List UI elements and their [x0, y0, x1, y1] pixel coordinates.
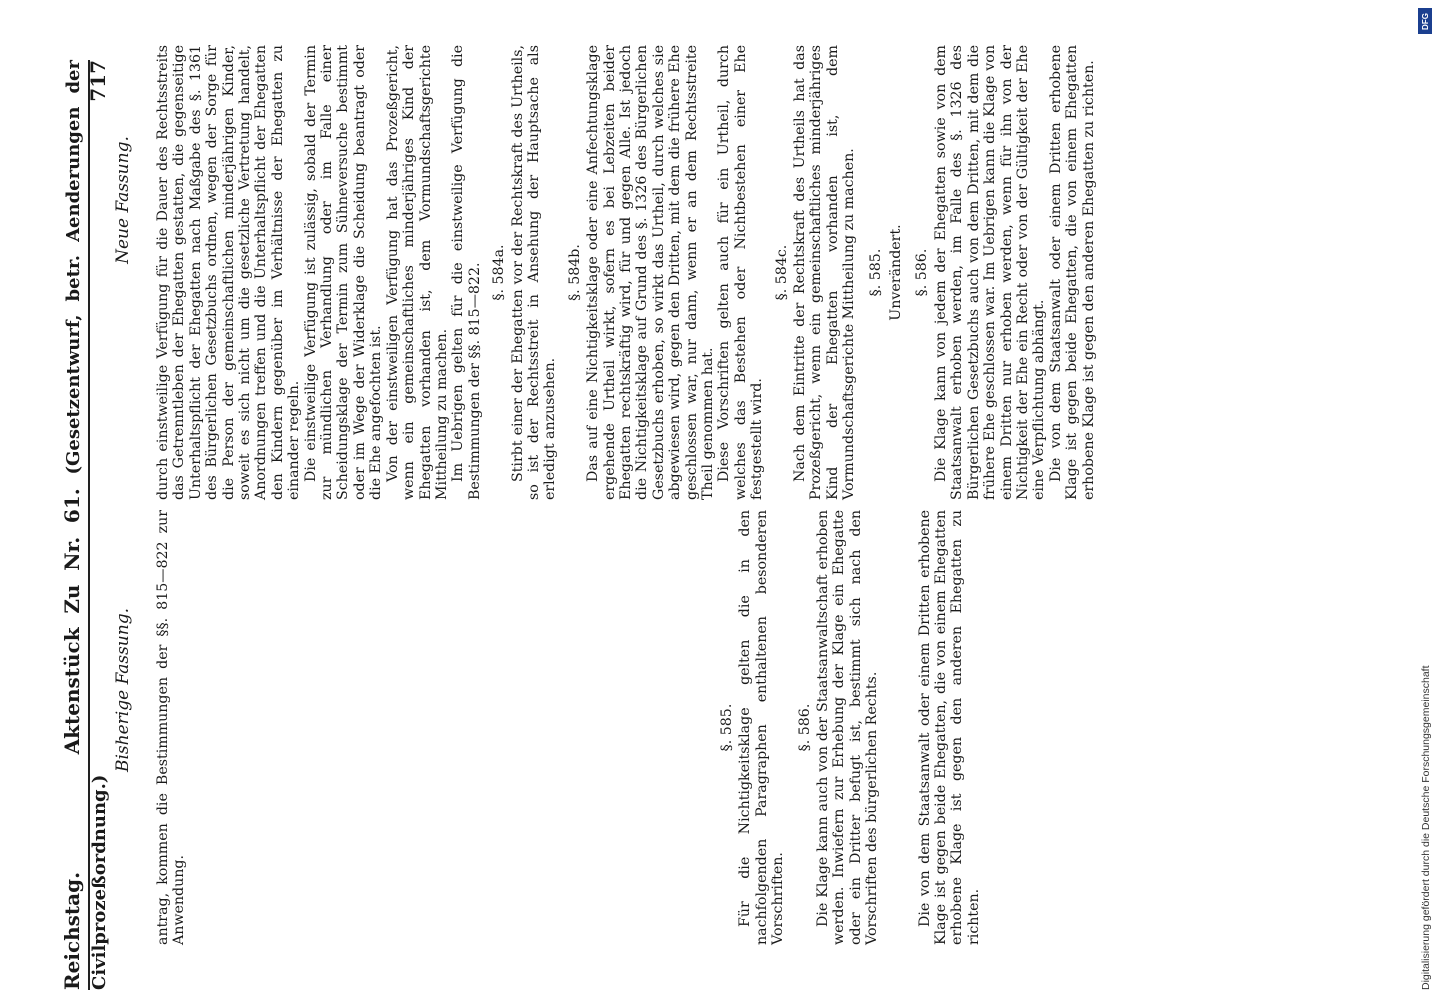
old-585: §. 585. Für die Nichtigkeitsklage gelten die in den nachfolgenden Paragraphen enthaltenen besonderen Vorschriften. §. 586. Die Klage kann auch von der Staatsanwaltschaft erhoben werden. Inwiefern zur Erhebung der Klage ein Ehegatte oder ein Dritter befugt ist, bestimmt sich nach den Vorschriften des bürgerlichen Rechts. Die von dem Staatsanwalt oder einem Dritten erhobene Klage ist gegen beide Ehegatten, die von einem Ehegatten erhobene Klage ist gegen den anderen Ehegatten zu richten.: [719, 510, 982, 945]
page-number-text: 717: [86, 60, 110, 102]
dfg-logo: DFG: [1418, 8, 1432, 34]
new-column: durch einstweilige Verfügung für die Dauer des Rechtsstreits das Getrenntleben der Ehegatten gestatten, die gegenseitige Unterhaltspflicht der Ehegatten nach Maßgabe des §. 1361 des Bürgerlichen Gesetzbuchs ordnen, wegen der Sorge für die Person der gemeinschaftlichen minderjährigen Kinder, soweit es sich nicht um die gesetzliche Vertretung handelt, Anordnungen treffen und die Unterhaltspflicht der Ehegatten den Kindern gegenüber im Verhältnisse der Ehegatten zu einander regeln. Die einstweilige Verfügung ist zulässig, sobald der Termin zur mündlichen Verhandlung oder im Falle einer Scheidungsklage der Termin zum Sühneversuche bestimmt oder im Wege der Widerklage die Scheidung beantragt oder die Ehe angefochten ist. Von der einstweiligen Verfügung hat das Prozeßgericht, wenn ein gemeinschaftliches minderjähriges Kind der Ehegatten vorhanden ist, dem Vormundschaftsgerichte Mittheilung zu machen. Im Uebrigen gelten für die einstweilige Verfügung die Bestimmungen der §§. 815—822. §. 584a. Stirbt einer der Ehegatten vor der Rechtskraft des Urtheils, so ist der Rechtsstreit in Ansehung der Hauptsache als erledigt anzusehen. §. 584b. Das auf eine Nichtigkeitsklage oder eine Anfechtungsklage ergehende Urtheil wirkt, sofern es bei Lebzeiten beider Ehegatten rechtskräftig wird, für und gegen Alle. Ist jedoch die Nichtigkeitsklage auf Grund des §. 1326 des Bürgerlichen Gesetzbuchs erhoben, so wirkt das Urtheil, durch welches sie abgewiesen wird, gegen den Dritten, mit dem die frühere Ehe geschlossen war, nur dann, wenn er an dem Rechtsstreite Theil genommen hat. Diese Vorschriften gelten auch für ein Urtheil, durch welches das Bestehen oder Nichtbestehen einer Ehe festgestellt wird. §. 584c. Nach dem Eintritte der Rechtskraft des Urtheils hat das Prozeßgericht, wenn ein gemeinschaftliches minderjähriges Kind der Ehegatten vorhanden ist, dem Vormundschaftsgerichte Mittheilung zu machen. §. 585. Unverändert. §. 586. Die Klage kann von jedem der Ehegatten sowie von dem Staatsanwalt erhoben werden, im Falle des §. 1326 des Bürgerlichen Gesetzbuchs auch von dem Dritten, mit dem die frühere Ehe geschlossen war. Im Uebrigen kann die Klage von einem Dritten nur erhoben werden, wenn für ihn von der Nichtigkeit der Ehe ein Recht oder von der Gültigkeit der Ehe eine Verpflichtung abhängt. Die von dem Staatsanwalt oder einem Dritten erhobene Klage ist gegen beide Ehegatten, die von einem Ehegatten erhobene Klage ist gegen den anderen Ehegatten zu richten.: [155, 45, 1097, 500]
header-reichstag-text: Reichstag.: [60, 871, 84, 990]
title-new: Neue Fassung.: [113, 136, 133, 264]
header-nr-text: 61.: [60, 488, 84, 524]
header-rule-line: [88, 60, 90, 990]
header-aktenstueck-text: Aktenstück Zu Nr.: [60, 536, 84, 755]
title-old: Bisherige Fassung.: [113, 608, 133, 772]
header-subtitle-text: (Gesetzentwurf, betr. Aenderungen der Civilprozeßordnung.): [63, 60, 110, 990]
header-line: [60, 60, 112, 990]
digitization-note: Digitalisierung gefördert durch die Deutsche Forschungsgemeinschaft: [1420, 665, 1432, 990]
old-intro: antrag, kommen die Bestimmungen der §§. 815—822 zur Anwendung.: [155, 510, 188, 945]
